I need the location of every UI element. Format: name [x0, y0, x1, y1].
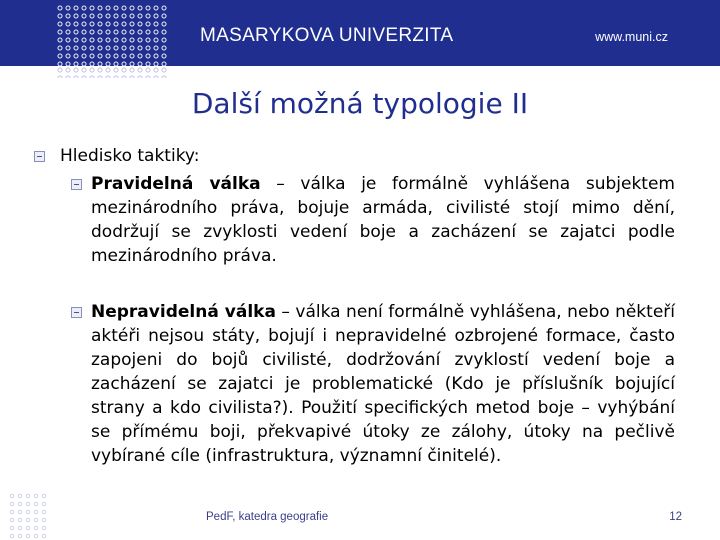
slide-title: Další možná typologie II: [191, 87, 529, 120]
text-irregular-war: – válka není formálně vyhlášena, nebo někteří aktéři nejsou státy, bojují i nepravidelné ozbrojené formace, často zapojeni do bojů civilisté, dodržování zvyklostí vedení boje a zacházení se zajatci je problematické (Kdo je příslušník bojující strany a kdo civilista?). Použití specifických metod boje – vyhýbání se přímému boji, překvapivé útoky ze zálohy, útoky na pečlivě vybírané cíle (infrastruktura, významní činitelé).: [91, 302, 675, 466]
university-url: www.muni.cz: [595, 30, 668, 44]
header-bar: [0, 0, 720, 66]
university-name: MASARYKOVA UNIVERZITA: [200, 25, 454, 46]
bullet-level1-text: Hledisko taktiky:: [60, 146, 200, 166]
page-number: 12: [669, 511, 682, 523]
bullet-item-irregular-war: [91, 300, 675, 468]
bullet-icon: [71, 179, 82, 190]
term-irregular-war: Nepravidelná válka: [91, 302, 276, 322]
footer-dots-icon: [8, 492, 48, 540]
text-regular-war: – válka je formálně vyhlášena subjektem mezinárodního práva, bojuje armáda, civilisté stojí mimo dění, dodržují se zvyklosti vedení boje a zacházení se zajatci podle mezinárodního práva.: [91, 174, 675, 266]
bullet-item-regular-war: [91, 172, 675, 268]
bullet-icon: [71, 307, 82, 318]
footer-text: PedF, katedra geografie: [206, 511, 329, 523]
logo-dots-lower-icon: [56, 66, 168, 78]
bullet-icon: [34, 151, 45, 162]
term-regular-war: Pravidelná válka: [91, 174, 261, 194]
